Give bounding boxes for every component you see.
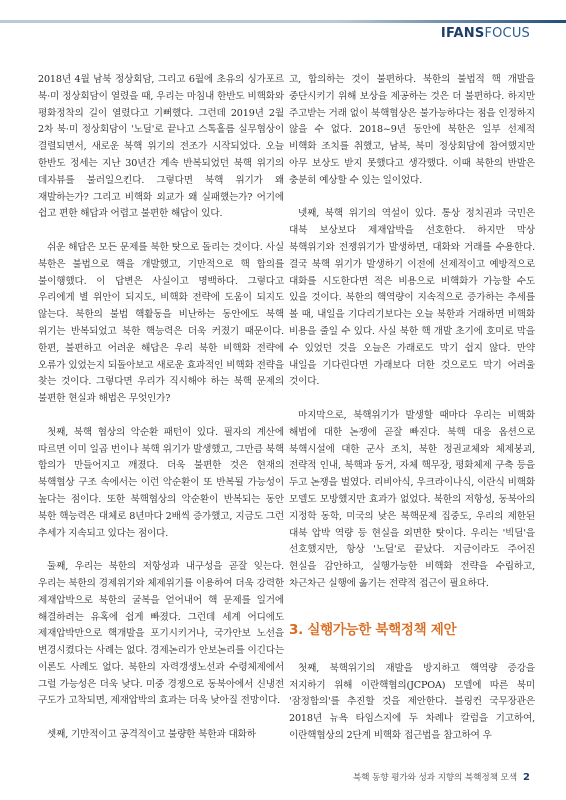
brand-logo (441, 26, 530, 41)
paragraph: 넷째, 북핵 위기의 역설이 있다. 통상 정치권과 국민은 대북 보상보다 제재압박을 선호한다. 하지만 막상 북핵위기와 전쟁위기가 발생하면, 대화와 거래를 수용한다. 결국 북핵 위기가 발생하기 이전에 선제적이고 예방적으로 대화를 시도한다면 적은 비용으로 비핵화가 가능할 수도 있을 것이다. 북한의 핵역량이 지속적으로 증가하는 추세를 볼 때, 내일을 기다리기보다는 오늘 북한과 거래하면 비핵화 비용을 줄일 수 있다. 사실 북한 핵 개발 초기에 호미로 막을 수 있었던 것을 오늘은 가래로도 막기 쉽지 않다. 만약 내일을 기다린다면 가래보다 더한 것으로도 막기 어려울 것이다. (289, 208, 535, 388)
paragraph: 쉬운 해답은 모든 문제를 북한 탓으로 돌리는 것이다. 사실 북한은 불법으로 핵을 개발했고, 기만적으로 핵 합의를 불이행했다. 이 답변은 사실이고 명백하다. 그렇다고 우리에게 별 위안이 되지도, 비핵화 전략에 도움이 되지도 않는다. 북한의 불법 핵활동을 비난하는 동안에도 북핵 위기는 반복되었고 북한 핵능력은 더욱 커졌기 때문이다. 한편, 불편하고 어려운 해답은 우리 북한 비핵화 전략에 오류가 있었는지 되돌아보고 새로운 효과적인 비핵화 전략을 찾는 것이다. 그렇다면 우리가 직시해야 하는 북핵 문제의 불편한 현실과 해법은 무엇인가? (38, 241, 284, 405)
right-column (289, 72, 535, 745)
page-footer (353, 771, 530, 783)
brand-bold: IFANS (440, 26, 485, 41)
paragraph: 첫째, 북핵위기의 재발을 방지하고 핵역량 증강을 저지하기 위해 이란핵협의(JCPOA) 모델에 따른 북미 '잠정합의'를 추진할 것을 제안한다. 블링컨 국무장관은 2018년 뉴욕 타임스지에 두 차례나 칼럼을 기고하여, 이란핵협상의 2단계 비핵화 접근법을 참고하여 우 (289, 662, 535, 741)
left-column (38, 72, 284, 744)
paragraph: 고, 합의하는 것이 불편하다. 북한의 불법적 핵 개발을 중단시키기 위해 보상을 제공하는 것은 더 불편하다. 하지만 주고받는 거래 없이 북핵협상은 불가능하다는 점을 인정하지 않을 수 없다. 2018~9년 동안에 북한은 일부 선제적 비핵화 조치를 취했고, 남북, 북미 정상회담에 참여했지만 아무 보상도 받지 못했다고 생각했다. 이때 북한의 반발은 충분히 예상할 수 있는 일이었다. (289, 74, 535, 186)
paragraph: 2018년 4월 남북 정상회담, 그리고 6월에 초유의 싱가포르 북·미 정상회담이 열렸을 때, 우리는 마침내 한반도 비핵화와 평화정착의 길이 열렸다고 기뻐했다. 그런데 2019년 2월 2차 북·미 정상회담이 '노딜'로 끝나고 스톡홀름 실무협상이 결렬되면서, 새로운 북핵 위기의 전조가 시작되었다. 오늘 한반도 정세는 지난 30년간 계속 반복되었던 북핵 위기의 데자뷰를 불러일으킨다. 그렇다면 북핵 위기가 왜 재발하는가? 그리고 비핵화 외교가 왜 실패했는가? 어기에 쉽고 편한 해답과 어렵고 불편한 해답이 있다. (38, 74, 284, 220)
header-rule (0, 20, 566, 23)
section-heading: 3. 실행가능한 북핵정책 제안 (289, 621, 457, 638)
paragraph: 첫째, 북핵 협상의 악순환 패턴이 있다. 필자의 계산에 따르면 이미 일곱 번이나 북핵 위기가 발생했고, 그만큼 북핵 합의가 만들어지고 깨졌다. 더욱 불편한 것은 현재의 북핵협상 구조 속에서는 이런 악순환이 또 반복될 가능성이 높다는 점이다. 또한 북핵협상의 악순환이 반복되는 동안 북한 핵능력은 대체로 8년마다 2배씩 증가했고, 지금도 그런 추세가 지속되고 있다는 점이다. (38, 426, 284, 539)
paragraph: 셋째, 기만적이고 공격적이고 불량한 북한과 대화하 (47, 729, 256, 741)
brand-light: FOCUS (484, 26, 530, 41)
paragraph: 마지막으로, 북핵위기가 발생할 때마다 우리는 비핵화 해법에 대한 논쟁에 곧잘 빠진다. 북핵 대응 옵션으로 북핵시설에 대한 군사 조치, 북한 정권교체와 체제붕괴, 전략적 인내, 북핵과 동거, 자체 핵무장, 평화체제 구축 등을 두고 논쟁을 벌였다. 리비아식, 우크라이나식, 이란식 비핵화 모델도 모방했지만 효과가 없었다. 북한의 저항성, 동북아의 지정학 동학, 미국의 낮은 북핵문제 집중도, 우리의 제한된 대북 압박 역량 등 현실을 외면한 탓이다. 우리는 '빅딜'을 선호했지만, 항상 '노딜'로 끝났다. 지금이라도 주어진 현실을 감안하고, 실행가능한 비핵화 전략을 수립하고, 차근차근 실행에 옮기는 전략적 접근이 필요하다. (289, 409, 535, 589)
page-number: 2 (523, 772, 530, 783)
paragraph: 둘째, 우리는 북한의 저항성과 내구성을 곧잘 잊는다. 우리는 북한의 경제위기와 체제위기를 이용하여 더욱 강력한 제재압박으로 북한의 굴복을 얻어내어 핵 문제를 일거에 해결하려는 유혹에 쉽게 빠졌다. 그런데 세계 어디에도 제재압박만으로 핵개발을 포기시키거나, 국가안보 노선을 변경시켰다는 사례는 없다. 경제논리가 안보논리를 이긴다는 이론도 사례도 없다. 북한의 자력갱생노선과 수령체제에서 그럴 가능성은 더욱 낮다. 미중 경쟁으로 동북아에서 신냉전 구도가 고착되면, 제재압박의 효과는 더욱 낮아질 전망이다. (38, 561, 284, 707)
footer-title: 북핵 동향 평가와 성과 지향의 북핵정책 모색 (353, 773, 518, 783)
